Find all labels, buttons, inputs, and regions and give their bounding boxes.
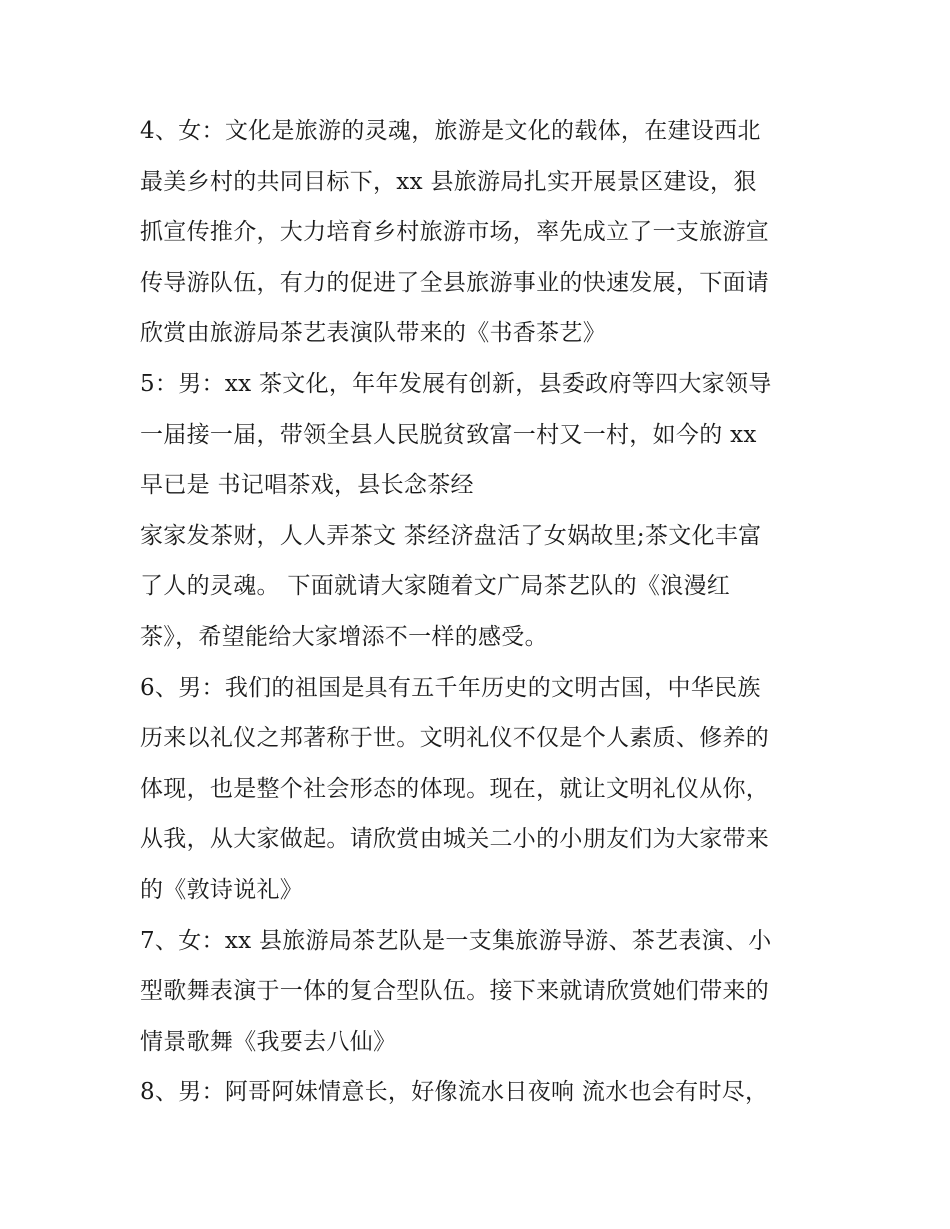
text-line: 4、女：文化是旅游的灵魂，旅游是文化的载体，在建设西北	[140, 118, 761, 144]
text-line: 7、女：xx 县旅游局茶艺队是一支集旅游导游、茶艺表演、小	[140, 927, 772, 954]
document-body	[140, 106, 830, 1118]
text-line: 早已是 书记唱茶戏，县长念茶经	[140, 472, 474, 499]
text-line: 一届接一届，带领全县人民脱贫致富一村又一村，如今的 xx	[140, 421, 757, 448]
text-line: 情景歌舞《我要去八仙》	[140, 1028, 397, 1055]
text-line: 茶》，希望能给大家增添不一样的感受。	[140, 623, 548, 650]
text-line: 抓宣传推介，大力培育乡村旅游市场，率先成立了一支旅游宣	[140, 219, 770, 246]
text-line: 6、男：我们的祖国是具有五千年历史的文明古国，中华民族	[140, 674, 761, 701]
text-line: 欣赏由旅游局茶艺表演队带来的《书香茶艺》	[140, 320, 606, 347]
text-line: 8、男：阿哥阿妹情意长，好像流水日夜响 流水也会有时尽，	[140, 1079, 769, 1106]
text-line: 的《敦诗说礼》	[140, 876, 304, 903]
text-line: 5：男：xx 茶文化，年年发展有创新，县委政府等四大家领导	[140, 370, 772, 397]
text-line: 从我，从大家做起。请欣赏由城关二小的小朋友们为大家带来	[140, 826, 770, 853]
text-line: 型歌舞表演于一体的复合型队伍。接下来就请欣赏她们带来的	[140, 978, 770, 1005]
text-line: 了人的灵魂。 下面就请大家随着文广局茶艺队的《浪漫红	[140, 573, 731, 600]
text-line: 体现，也是整个社会形态的体现。现在，就让文明礼仪从你，	[140, 775, 770, 802]
text-line: 家家发茶财，人人弄茶文 茶经济盘活了女娲故里;茶文化丰富	[140, 522, 762, 549]
text-line: 历来以礼仪之邦著称于世。文明礼仪不仅是个人素质、修养的	[140, 725, 770, 752]
text-line: 传导游队伍，有力的促进了全县旅游事业的快速发展，下面请	[140, 269, 770, 296]
text-line: 最美乡村的共同目标下，xx 县旅游局扎实开展景区建设，狠	[140, 168, 757, 195]
